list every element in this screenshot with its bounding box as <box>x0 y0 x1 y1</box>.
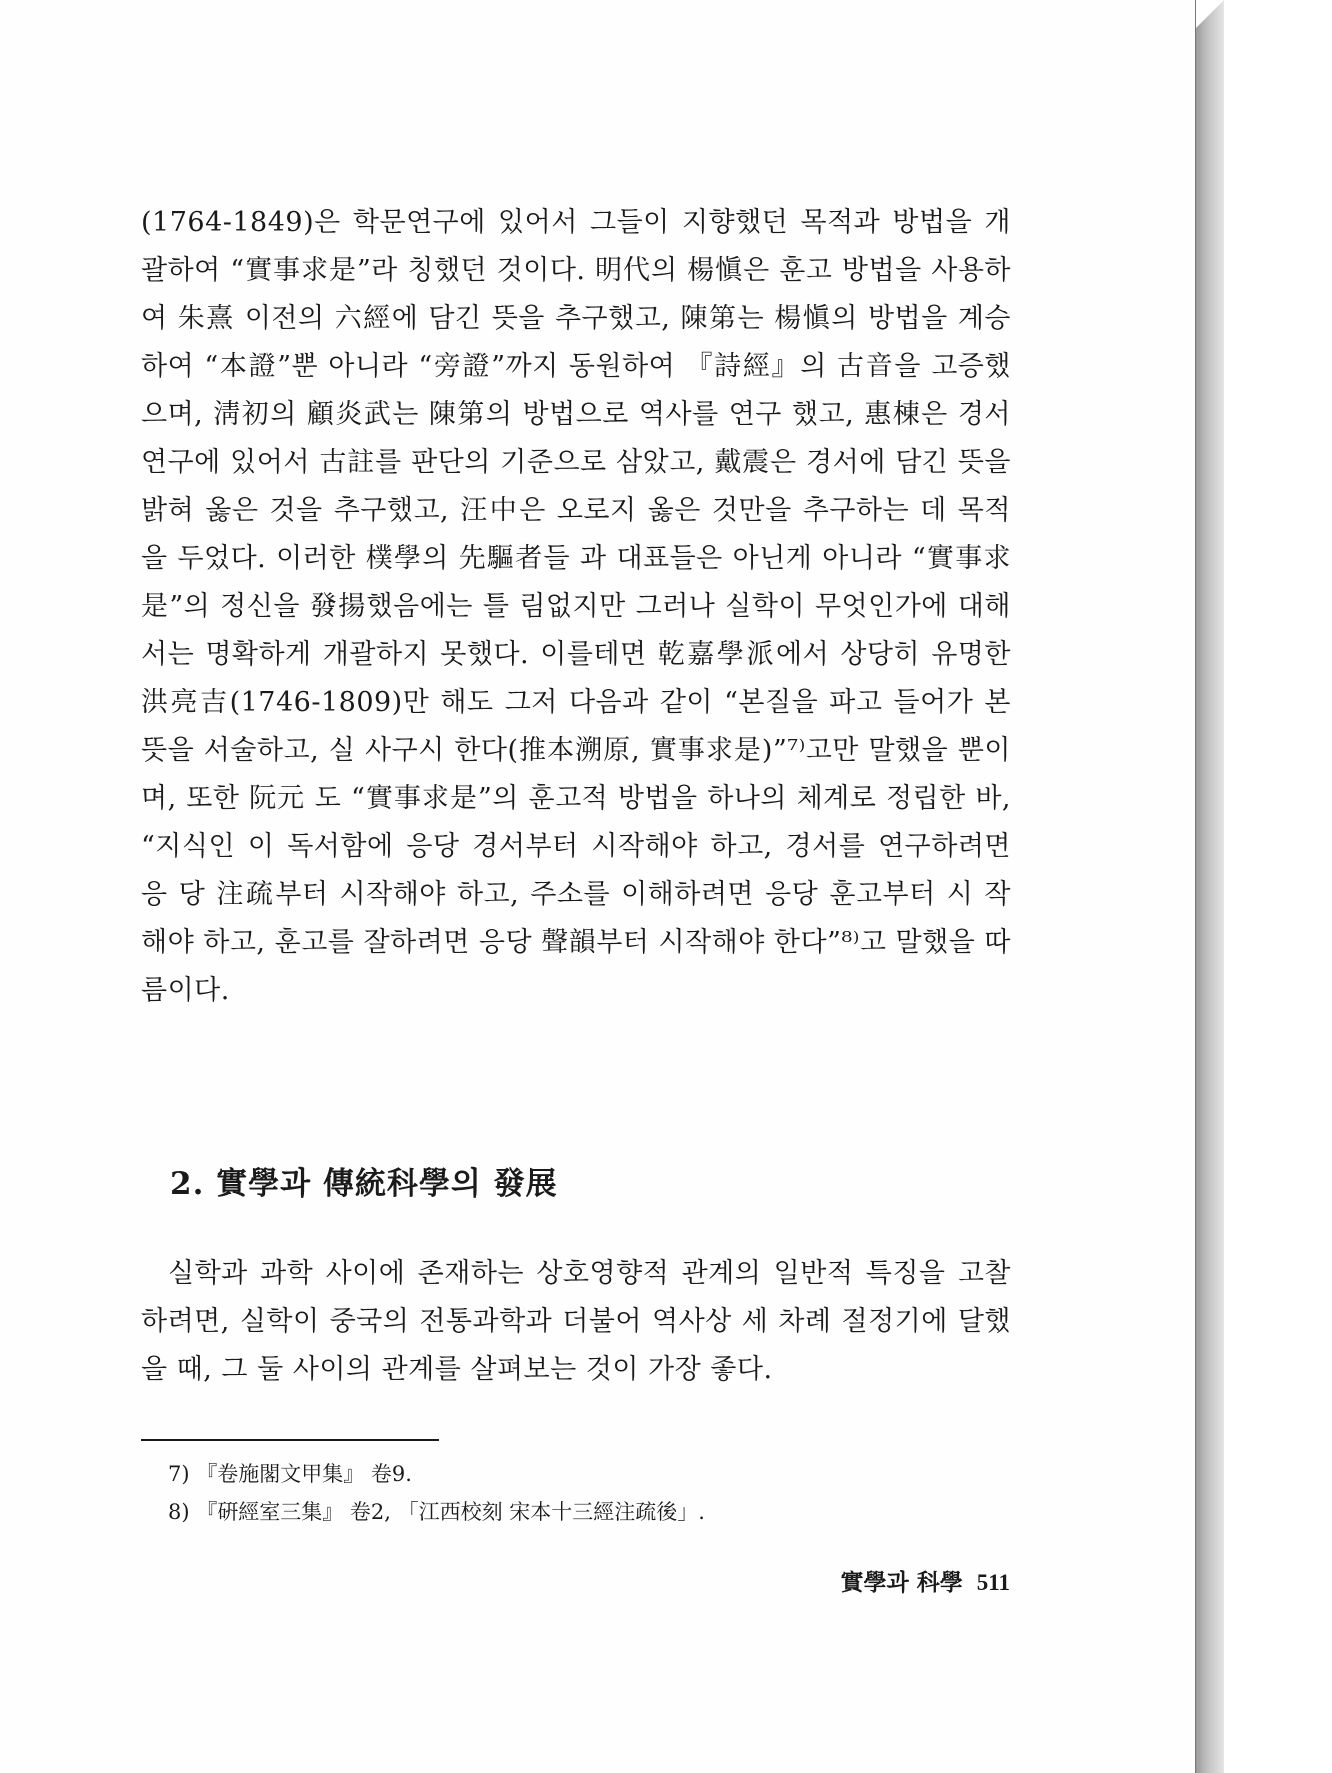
footnote-divider <box>141 1439 439 1441</box>
footnote-8: 8) 『硏經室三集』 卷2, 「江西校刻 宋本十三經注疏後」. <box>168 1500 705 1524</box>
body-line: 말했을 따름이다. <box>141 927 1011 1006</box>
body-line: 戴震은 경서에 담긴 뜻을 밝혀 옳은 것을 추구했고, 汪中은 오로지 <box>141 447 1011 526</box>
body-line: 했고, 惠棟은 경서연구에 있어서 古註를 판단의 기준으로 삼았고, <box>141 399 1011 478</box>
body-line: 도 “實事求是”의 훈고적 방법을 하나의 체계로 정립한 바, “지식인 <box>141 783 1011 862</box>
running-title: 實學과 科學 <box>840 1569 963 1596</box>
body-line: 림없지만 그러나 실학이 무엇인가에 대해서는 명확하게 개괄하지 <box>141 591 1011 670</box>
body-line: 방법을 계승하여 “本證”뿐 아니라 “旁證”까지 동원하여 『詩經』의 <box>141 303 1011 382</box>
body-paragraph <box>141 199 1011 1015</box>
body-line: 사용하여 朱熹 이전의 六經에 담긴 뜻을 추구했고, 陳第는 楊愼의 <box>141 255 1011 334</box>
footnote-7: 7) 『卷施閣文甲集』 卷9. <box>168 1462 412 1486</box>
body-line: 당 注疏부터 시작해야 하고, 주소를 이해하려면 응당 훈고부터 시 <box>178 879 974 910</box>
body-line: 古音을 고증했으며, 淸初의 顧炎武는 陳第의 방법으로 역사를 연구 <box>141 351 1011 430</box>
body-line: 사구시 한다(推本溯原, 實事求是)”⁷⁾고만 말했을 뿐이며, 또한 阮元 <box>141 735 1011 814</box>
section-heading: 2. 實學과 傳統科學의 發展 <box>170 1166 558 1202</box>
body-line: 이 독서함에 응당 경서부터 시작해야 하고, 경서를 연구하려면 응 <box>141 831 1011 910</box>
section-paragraph: 실학과 과학 사이에 존재하는 상호영향적 관계의 일반적 특징을 고찰하려면, 실학이 중국의 전통과학과 더불어 역사상 세 차례 절정기에 달했을 때, 그 둘 사이의 관계를 살펴보는 것이 가장 좋다. <box>141 1258 1011 1385</box>
body-line: 과 대표들은 아닌게 아니라 “實事求是”의 정신을 發揚했음에는 틀 <box>141 543 1011 622</box>
body-line: 못했다. 이를테면 乾嘉學派에서 상당히 유명한 洪亮吉(1746-1809)만 <box>141 639 1011 718</box>
body-line: 작해야 하고, 훈고를 잘하려면 응당 聲韻부터 시작해야 한다”⁸⁾고 <box>141 879 1011 958</box>
body-line: (1764-1849)은 학문연구에 있어서 그들이 지향했던 목적과 방법을 <box>141 207 973 238</box>
body-line: 해도 그저 다음과 같이 “본질을 파고 들어가 본뜻을 서술하고, 실 <box>141 687 1011 766</box>
page-number: 511 <box>976 1570 1010 1595</box>
body-line: 개괄하여 “實事求是”라 칭했던 것이다. 明代의 楊愼은 훈고 방법을 <box>141 207 1011 286</box>
running-footer <box>820 1564 1010 1597</box>
page-edge-shadow <box>1195 0 1225 1773</box>
footnotes <box>168 1455 705 1531</box>
outer-background <box>1224 0 1332 1773</box>
body-line: 옳은 것만을 추구하는 데 목적을 두었다. 이러한 樸學의 先驅者들 <box>141 495 1011 574</box>
